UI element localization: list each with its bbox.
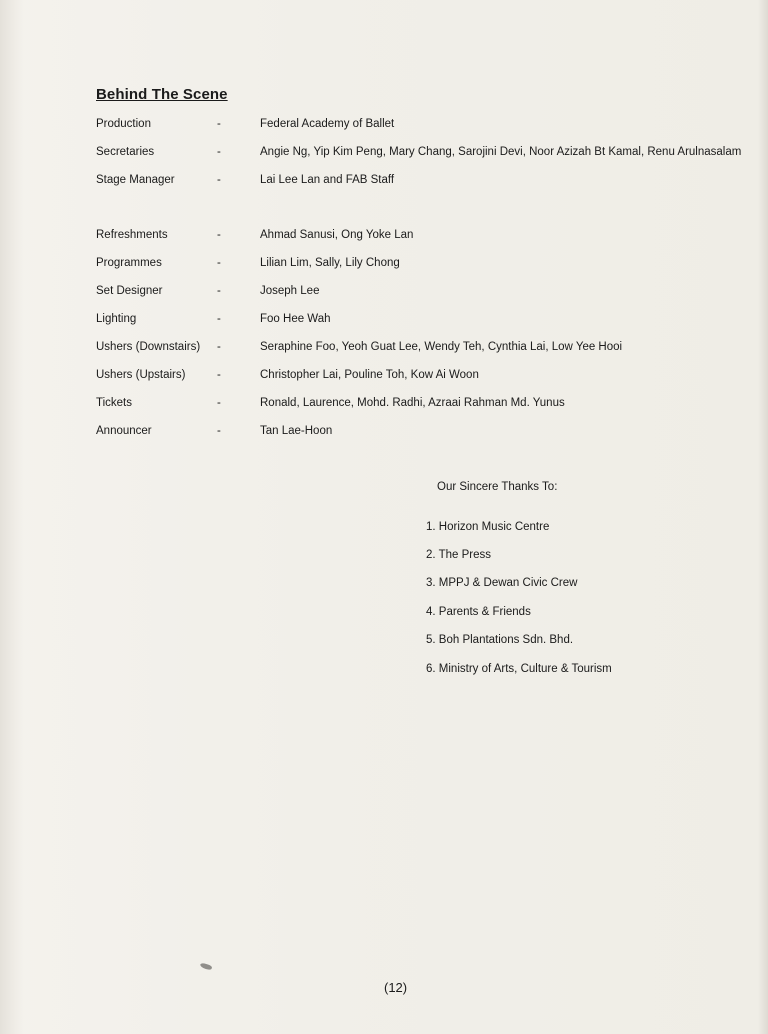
credit-role: Announcer xyxy=(96,425,152,437)
credit-names: Seraphine Foo, Yeoh Guat Lee, Wendy Teh, Cynthia Lai, Low Yee Hooi xyxy=(260,341,623,353)
credit-dash: - xyxy=(217,285,221,297)
credit-names: Ronald, Laurence, Mohd. Radhi, Azraai Rahman Md. Yunus xyxy=(260,397,565,409)
page-number: (12) xyxy=(384,980,408,995)
thanks-title: Our Sincere Thanks To: xyxy=(437,481,558,493)
section-heading: Behind The Scene xyxy=(96,86,228,103)
thanks-item: 4. Parents & Friends xyxy=(426,606,531,618)
credit-role: Set Designer xyxy=(96,285,163,297)
credit-dash: - xyxy=(217,341,221,353)
credit-role: Lighting xyxy=(96,313,137,325)
thanks-item: 5. Boh Plantations Sdn. Bhd. xyxy=(426,634,574,646)
credit-role: Secretaries xyxy=(96,146,155,158)
credit-role: Ushers (Upstairs) xyxy=(96,369,186,381)
page-binding-shadow xyxy=(0,0,24,1034)
credit-role: Programmes xyxy=(96,257,162,269)
credit-role: Production xyxy=(96,118,151,130)
credit-names: Tan Lae-Hoon xyxy=(260,425,333,437)
credit-dash: - xyxy=(217,146,221,158)
credit-role: Tickets xyxy=(96,397,132,409)
thanks-item: 3. MPPJ & Dewan Civic Crew xyxy=(426,577,578,589)
credit-dash: - xyxy=(217,425,221,437)
credit-names: Lilian Lim, Sally, Lily Chong xyxy=(260,257,400,269)
credit-dash: - xyxy=(217,369,221,381)
credit-role: Stage Manager xyxy=(96,174,175,186)
credit-dash: - xyxy=(217,257,221,269)
credit-role: Ushers (Downstairs) xyxy=(96,341,201,353)
credit-names: Christopher Lai, Pouline Toh, Kow Ai Woon xyxy=(260,369,479,381)
credit-names: Angie Ng, Yip Kim Peng, Mary Chang, Sarojini Devi, Noor Azizah Bt Kamal, Renu Arulnasalam xyxy=(260,146,742,158)
credit-dash: - xyxy=(217,118,221,130)
credit-dash: - xyxy=(217,174,221,186)
thanks-item: 2. The Press xyxy=(426,549,491,561)
credit-dash: - xyxy=(217,313,221,325)
credit-names: Lai Lee Lan and FAB Staff xyxy=(260,174,395,186)
thanks-item: 6. Ministry of Arts, Culture & Tourism xyxy=(426,663,612,675)
credit-dash: - xyxy=(217,229,221,241)
credit-names: Foo Hee Wah xyxy=(260,313,331,325)
credit-names: Ahmad Sanusi, Ong Yoke Lan xyxy=(260,229,414,241)
credit-role: Refreshments xyxy=(96,229,168,241)
credit-names: Joseph Lee xyxy=(260,285,320,297)
page-edge-shadow xyxy=(758,0,768,1034)
credit-names: Federal Academy of Ballet xyxy=(260,118,395,130)
thanks-item: 1. Horizon Music Centre xyxy=(426,521,550,533)
credit-dash: - xyxy=(217,397,221,409)
ink-speck xyxy=(200,962,213,970)
